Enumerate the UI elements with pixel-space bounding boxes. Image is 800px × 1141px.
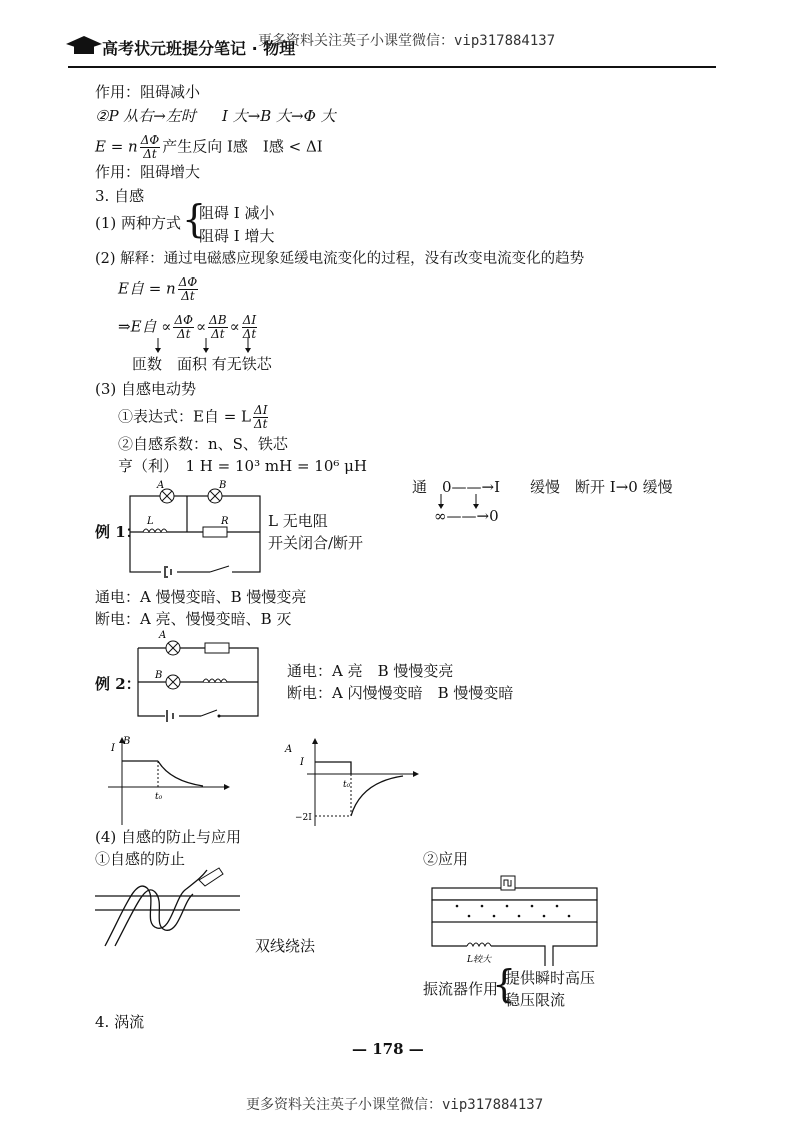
graph2-neg-label: −2I — [295, 813, 312, 823]
example-1-note-2: 开关闭合/断开 — [268, 534, 364, 552]
two-ways-label: (1) 两种方式 — [95, 214, 182, 232]
formula-e-n: E = n $\frac{\Delta\Phi}{\Delta t}$ 产生反向 I感 I感 < ΔI — [95, 133, 323, 161]
application-subtitle: ②应用 — [423, 850, 469, 868]
formula-proportional: ⇒E自 ∝ $\frac{\Delta\Phi}{\Delta t}$ ∝ $\frac{\Delta B}{\Delta t}$ ∝ $\frac{\Delta I}{\Delta t}$ — [118, 313, 257, 341]
example-1-label: 例 1： — [95, 523, 141, 541]
circuit1-label-R: R — [221, 516, 229, 527]
ballast-function-1: 提供瞬时高压 — [505, 969, 596, 987]
book-logo-icon — [64, 34, 104, 58]
bottom-watermark: 更多资料关注英子小课堂微信：vip317884137 — [246, 1097, 544, 1113]
example-2-power-off: 断电：A 闪慢慢变暗 B 慢慢变暗 — [287, 684, 514, 702]
ballast-function-label: 振流器作用 — [423, 980, 499, 998]
section-eddy-current: 4. 涡流 — [95, 1013, 145, 1031]
example-1-power-on: 通电：A 慢慢变暗、B 慢慢变亮 — [95, 588, 307, 606]
prevention-application-title: (4) 自感的防止与应用 — [95, 828, 242, 846]
prevention-subtitle: ①自感的防止 — [95, 850, 186, 868]
two-ways-option-1: 阻碍 I 减小 — [199, 204, 275, 222]
double-winding-diagram — [95, 868, 245, 948]
graph2-y-label: A — [285, 744, 293, 755]
top-watermark: 更多资料关注英子小课堂微信：vip317884137 — [258, 33, 556, 49]
self-inductance-coef: ②自感系数：n、S、铁芯 — [118, 435, 288, 453]
two-ways-option-2: 阻碍 I 增大 — [199, 227, 275, 245]
explanation-line: (2) 解释：通过电磁感应现象延缓电流变化的过程，没有改变电流变化的趋势 — [95, 251, 585, 267]
graph1-t0-label: t₀ — [155, 792, 163, 802]
graph1-y-label: I — [111, 743, 115, 754]
proportional-labels: 匝数 面积 有无铁芯 — [132, 355, 272, 373]
graph-1-current-b — [108, 735, 238, 830]
page-number: — 178 — — [352, 1040, 424, 1058]
example-1-note-1: L 无电阻 — [268, 512, 328, 530]
line-i-b-phi: I 大→B 大→Φ 大 — [222, 107, 336, 125]
ballast-function-2: 稳压限流 — [505, 991, 566, 1009]
example-2-power-on: 通电：A 亮 B 慢慢变亮 — [287, 662, 454, 680]
example-2-circuit — [133, 632, 263, 722]
brace-icon: { — [182, 197, 207, 241]
circuit1-label-B: B — [219, 480, 227, 491]
example-1-power-off: 断电：A 亮、慢慢变暗、B 灭 — [95, 610, 292, 628]
ballast-label: L较大 — [467, 955, 491, 965]
self-emf-title: (3) 自感电动势 — [95, 380, 197, 398]
self-emf-expression: ①表达式：E自 = L $\frac{\Delta I}{\Delta t}$ — [118, 403, 268, 431]
line-p-right-left: ②P 从右→左时 — [95, 107, 196, 125]
line-effect-reduce: 作用：阻碍减小 — [95, 83, 201, 101]
down-arrows-icon — [150, 338, 260, 354]
example-1-circuit — [125, 482, 265, 582]
graph-2-current-a — [285, 738, 425, 828]
right-note-line-1: 通 0——→I 缓慢 断开 I→0 缓慢 — [412, 478, 673, 496]
graph1-y-label-2: B — [123, 736, 131, 747]
graph2-t0-label: t₀ — [343, 780, 351, 790]
right-note-line-2: ∞——→0 — [434, 507, 499, 525]
circuit1-label-A: A — [157, 480, 165, 491]
circuit2-label-B: B — [155, 670, 163, 681]
circuit1-label-L: L — [147, 516, 154, 527]
circuit2-label-A: A — [159, 630, 167, 641]
brace-icon-2: { — [492, 962, 517, 1006]
fluorescent-lamp-circuit — [427, 870, 607, 970]
line-effect-increase: 作用：阻碍增大 — [95, 163, 201, 181]
book-title: 高考状元班提分笔记 · 物理 — [102, 39, 296, 58]
example-2-label: 例 2： — [95, 675, 141, 693]
formula-e-self-n: E自 = n $\frac{\Delta\Phi}{\Delta t}$ — [118, 275, 198, 303]
henry-unit: 亨（利） 1 H = 10³ mH = 10⁶ μH — [118, 457, 367, 475]
header-rule — [68, 66, 716, 68]
double-winding-label: 双线绕法 — [255, 937, 316, 955]
graph2-i-label: I — [300, 757, 304, 768]
section-self-induction: 3. 自感 — [95, 187, 145, 205]
